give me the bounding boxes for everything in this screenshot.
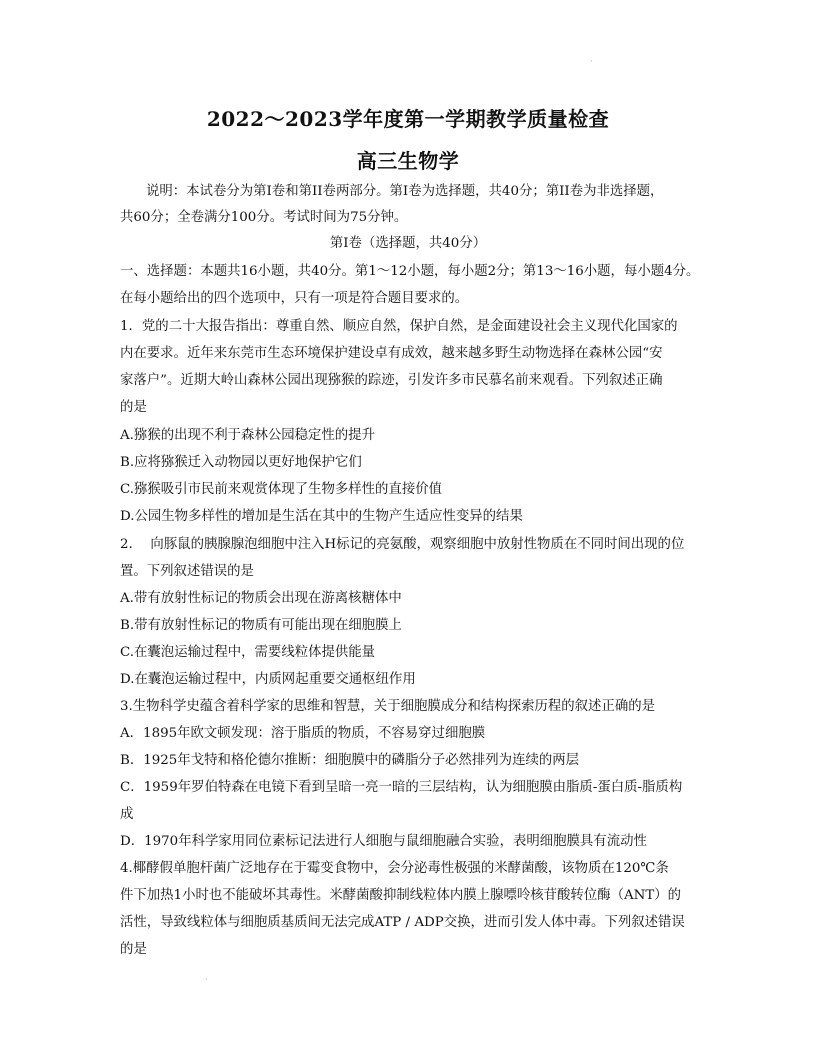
q4-stem-4: 的是 [120,942,147,957]
q2-option-c: C.在囊泡运输过程中，需要线粒体提供能量 [120,645,376,660]
section-instruction-2: 在每小题给出的四个选项中，只有一项是符合题目要求的。 [120,291,469,306]
q1-option-a: A.猕猴的出现不利于森林公园稳定性的提升 [120,428,375,443]
q1-option-c: C.猕猴吸引市民前来观赏体现了生物多样性的直接价值 [120,482,443,497]
q2-option-b: B.带有放射性标记的物质有可能出现在细胞膜上 [120,618,402,633]
q3-option-c-2: 成 [120,807,134,822]
q1-stem-4: 的是 [120,400,147,415]
q1-option-b: B.应将猕猴迁入动物园以更好地保护它们 [120,455,362,470]
q3-option-a: A．1895年欧文顿发现：溶于脂质的物质，不容易穿过细胞膜 [120,726,486,741]
q4-stem-3: 活性，导致线粒体与细胞质基质间无法完成ATP / ADP交换，进而引发人体中毒。下列叙述错误 [120,915,685,930]
q1-stem-1: 1．党的二十大报告指出：尊重自然、顺应自然，保护自然，是金面建设社会主义现代化国家的 [120,319,678,334]
section-heading: 第I卷（选择题，共40分） [329,236,487,251]
section-instruction-1: 一、选择题：本题共16小题，共40分。第1～12小题，每小题2分；第13～16小题，每小题4分。 [120,264,700,279]
q3-option-c-1: C．1959年罗伯特森在电镜下看到呈暗一亮一暗的三层结构，认为细胞膜由脂质-蛋白质-脂质构 [120,780,683,795]
intro-line-1: 说明：本试卷分为第I卷和第II卷两部分。第I卷为选择题，共40分；第II卷为非选择题， [146,184,664,199]
q1-stem-2: 内在要求。近年来东莞市生态环境保护建设卓有成效，越来越多野生动物选择在森林公园“安 [120,346,663,361]
q4-stem-1: 4.椰酵假单胞杆菌广泛地存在于霉变食物中，会分泌毒性极强的米酵菌酸，该物质在120℃条 [120,861,669,876]
q2-stem-2: 置。下列叙述错误的是 [120,564,254,579]
q3-option-b: B．1925年戈特和格伦德尔推断：细胞膜中的磷脂分子必然排列为连续的两层 [120,753,580,768]
exam-subtitle: 高三生物学 [356,149,460,173]
q4-stem-2: 件下加热1小时也不能破坏其毒性。米酵菌酸抑制线粒体内膜上腺嘌呤核苷酸转位酶（ANT）的 [120,888,682,903]
exam-title: 2022～2023学年度第一学期教学质量检查 [206,107,610,131]
q2-option-a: A.带有放射性标记的物质会出现在游离核糖体中 [120,591,402,606]
q3-stem-1: 3.生物科学史蕴含着科学家的思维和智慧，关于细胞膜成分和结构探索历程的叙述正确的是 [120,699,656,714]
speck-mark: · [590,57,593,66]
q1-stem-3: 家落户”。近期大岭山森林公园出现猕猴的踪迹，引发许多市民慕名前来观看。下列叙述正确 [120,373,663,388]
speck-mark: · [205,975,208,984]
intro-line-2: 共60分；全卷满分100分。考试时间为75分钟。 [120,210,408,225]
q2-stem-1: 2. 向豚鼠的胰腺腺泡细胞中注入H标记的亮氨酸，观察细胞中放射性物质在不同时间出现的位 [120,537,685,552]
q1-option-d: D.公园生物多样性的增加是生活在其中的生物产生适应性变异的结果 [120,509,523,524]
q2-option-d: D.在囊泡运输过程中，内质网起重要交通枢纽作用 [120,672,416,687]
q3-option-d: D．1970年科学家用同位素标记法进行人细胞与鼠细胞融合实验，表明细胞膜具有流动性 [120,834,647,849]
